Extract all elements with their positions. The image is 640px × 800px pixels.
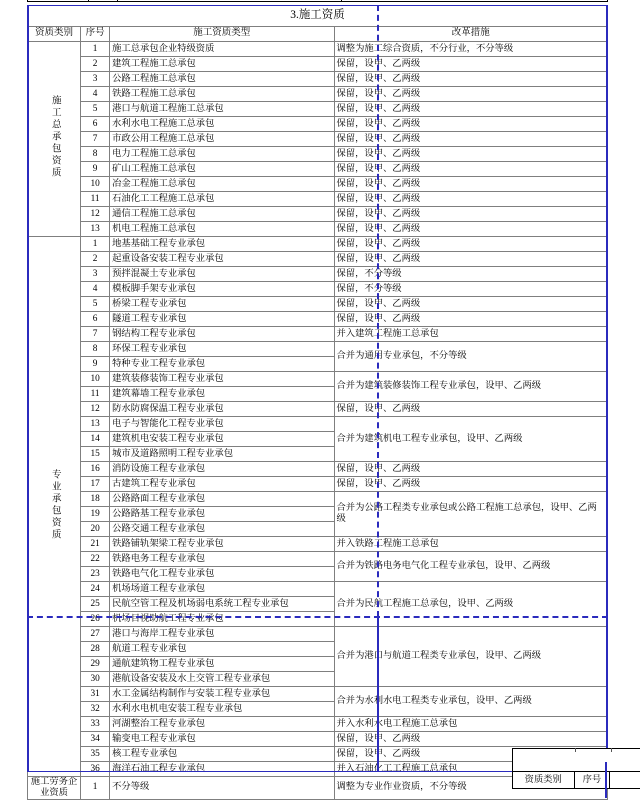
qualification-type: 公路路面工程专业承包	[110, 492, 334, 507]
qualification-type: 通航建筑物工程专业承包	[110, 657, 334, 672]
qualification-type: 铁路铺轨架梁工程专业承包	[110, 537, 334, 552]
clip-divider-3	[341, 0, 342, 1]
qualification-type: 古建筑工程专业承包	[110, 477, 334, 492]
row-number: 13	[81, 222, 110, 237]
qualification-type: 机电工程施工总承包	[110, 222, 334, 237]
row-number: 23	[81, 567, 110, 582]
clipped-text	[345, 0, 381, 1]
row-number: 26	[81, 612, 110, 627]
reform-measure: 保留，设甲、乙两级	[334, 57, 608, 72]
qualification-type: 公路工程施工总承包	[110, 72, 334, 87]
table-row	[28, 552, 608, 567]
qualification-type: 航道工程专业承包	[110, 642, 334, 657]
table-row	[28, 177, 608, 192]
qualification-type: 起重设备安装工程专业承包	[110, 252, 334, 267]
table-row	[28, 627, 608, 642]
row-number: 28	[81, 642, 110, 657]
reform-measure: 保留，设甲、乙两级	[334, 207, 608, 222]
row-number: 33	[81, 717, 110, 732]
table-body	[28, 6, 608, 800]
row-number: 11	[81, 192, 110, 207]
row-number: 8	[81, 147, 110, 162]
reform-measure: 并入石油化工工程施工总承包	[334, 762, 608, 777]
reform-measure: 并入建筑工程施工总承包	[334, 327, 608, 342]
table-row	[28, 492, 608, 507]
qualification-type: 公路路基工程专业承包	[110, 507, 334, 522]
qualification-type: 隧道工程专业承包	[110, 312, 334, 327]
reform-measure: 合并为港口与航道工程类专业承包，设甲、乙两级	[334, 627, 608, 687]
table-row	[28, 312, 608, 327]
qualification-type: 河湖整治工程专业承包	[110, 717, 334, 732]
row-number: 1	[81, 237, 110, 252]
row-number: 17	[81, 477, 110, 492]
reform-measure: 保留，设甲、乙两级	[334, 162, 608, 177]
qualification-type: 通信工程施工总承包	[110, 207, 334, 222]
row-number: 21	[81, 537, 110, 552]
row-number: 25	[81, 597, 110, 612]
reform-measure: 保留，设甲、乙两级	[334, 72, 608, 87]
row-number: 15	[81, 447, 110, 462]
reform-measure: 保留，设甲、乙两级	[334, 102, 608, 117]
qualification-type: 机场场道工程专业承包	[110, 582, 334, 597]
qualification-type: 模板脚手架专业承包	[110, 282, 334, 297]
qualification-type: 地基基础工程专业承包	[110, 237, 334, 252]
row-number: 29	[81, 657, 110, 672]
table-row	[28, 372, 608, 387]
category-label-text: 施工总承包资质	[49, 95, 60, 180]
reform-measure: 保留，设甲、乙两级	[334, 477, 608, 492]
row-number: 22	[81, 552, 110, 567]
table-row	[28, 147, 608, 162]
table-row	[28, 732, 608, 747]
row-number: 18	[81, 492, 110, 507]
row-number: 27	[81, 627, 110, 642]
row-number: 10	[81, 177, 110, 192]
reform-measure: 保留，设甲、乙两级	[334, 312, 608, 327]
table-row	[28, 687, 608, 702]
table-row	[28, 237, 608, 252]
floating-header-number: 序号	[575, 772, 611, 788]
row-number: 2	[81, 57, 110, 72]
table-row	[28, 207, 608, 222]
table-row	[28, 42, 608, 57]
table-row	[28, 87, 608, 102]
reform-measure: 保留，设甲、乙两级	[334, 177, 608, 192]
category-label: 施工劳务企业资质	[28, 777, 81, 800]
row-number: 1	[81, 777, 110, 800]
table-row	[28, 282, 608, 297]
column-header-measure: 改革措施	[334, 27, 608, 42]
row-number: 12	[81, 207, 110, 222]
row-number: 32	[81, 702, 110, 717]
qualification-type: 港航设备安装及水上交管工程专业承包	[110, 672, 334, 687]
row-number: 14	[81, 432, 110, 447]
table-row	[28, 72, 608, 87]
clipped-table-above	[27, 0, 608, 2]
qualification-type: 桥梁工程专业承包	[110, 297, 334, 312]
floating-mini-table	[512, 748, 640, 789]
reform-measure: 合并为建筑装修装饰工程专业承包，设甲、乙两级	[334, 372, 608, 402]
qualification-type: 钢结构工程专业承包	[110, 327, 334, 342]
table-row	[28, 117, 608, 132]
qualification-type: 防水防腐保温工程专业承包	[110, 402, 334, 417]
row-number: 34	[81, 732, 110, 747]
reform-measure: 保留，设甲、乙两级	[334, 732, 608, 747]
table-row	[28, 267, 608, 282]
reform-measure: 保留，设甲、乙两级	[334, 117, 608, 132]
table-row	[28, 252, 608, 267]
reform-measure: 合并为水利水电工程类专业承包，设甲、乙两级	[334, 687, 608, 717]
qualification-type: 水利水电工程施工总承包	[110, 117, 334, 132]
row-number: 7	[81, 132, 110, 147]
category-label-vertical	[28, 42, 81, 237]
table-row	[28, 327, 608, 342]
qualification-type: 建筑工程施工总承包	[110, 57, 334, 72]
reform-measure: 保留，设甲、乙两级	[334, 297, 608, 312]
qualification-type: 电子与智能化工程专业承包	[110, 417, 334, 432]
qualification-type: 港口与海岸工程专业承包	[110, 627, 334, 642]
reform-measure: 合并为铁路电务电气化工程专业承包，设甲、乙两级	[334, 552, 608, 582]
row-number: 5	[81, 102, 110, 117]
reform-measure: 调整为专业作业资质，不分等级	[334, 777, 608, 800]
row-number: 3	[81, 267, 110, 282]
reform-measure: 合并为民航工程施工总承包，设甲、乙两级	[334, 582, 608, 627]
qualification-type: 海洋石油工程专业承包	[110, 762, 334, 777]
qualification-type: 特种专业工程专业承包	[110, 357, 334, 372]
reform-measure: 保留，设甲、乙两级	[334, 132, 608, 147]
row-number: 9	[81, 162, 110, 177]
qualification-type: 市政公用工程施工总承包	[110, 132, 334, 147]
tick-mark-1	[575, 748, 576, 752]
table-row	[28, 132, 608, 147]
qualification-type: 输变电工程专业承包	[110, 732, 334, 747]
qualification-type: 冶金工程施工总承包	[110, 177, 334, 192]
table-row	[28, 342, 608, 357]
table-row	[28, 402, 608, 417]
construction-qualification-table	[27, 5, 608, 800]
floating-header-third	[610, 772, 640, 788]
clip-divider-2	[117, 0, 118, 1]
qualification-type: 港口与航道工程施工总承包	[110, 102, 334, 117]
reform-measure: 保留，不分等级	[334, 282, 608, 297]
row-number: 11	[81, 387, 110, 402]
table-row	[28, 582, 608, 597]
floating-header-category: 资质类别	[513, 772, 575, 788]
qualification-type: 环保工程专业承包	[110, 342, 334, 357]
floating-table-header-row	[513, 772, 640, 788]
table-row	[28, 102, 608, 117]
reform-measure: 保留，设甲、乙两级	[334, 462, 608, 477]
qualification-type: 铁路电气化工程专业承包	[110, 567, 334, 582]
row-number: 6	[81, 312, 110, 327]
reform-measure: 保留，设甲、乙两级	[334, 87, 608, 102]
qualification-type: 核工程专业承包	[110, 747, 334, 762]
qualification-type: 机场目视助航工程专业承包	[110, 612, 334, 627]
floating-table-blank-band	[513, 749, 640, 772]
row-number: 20	[81, 522, 110, 537]
row-number: 36	[81, 762, 110, 777]
section-title: 3.施工资质	[28, 6, 608, 27]
row-number: 9	[81, 357, 110, 372]
reform-measure: 保留，设甲、乙两级	[334, 237, 608, 252]
table-row	[28, 192, 608, 207]
reform-measure: 合并为建筑机电工程专业承包，设甲、乙两级	[334, 417, 608, 462]
qualification-type: 铁路工程施工总承包	[110, 87, 334, 102]
table-row	[28, 477, 608, 492]
row-number: 1	[81, 42, 110, 57]
qualification-type: 消防设施工程专业承包	[110, 462, 334, 477]
qualification-type: 公路交通工程专业承包	[110, 522, 334, 537]
qualification-type: 铁路电务工程专业承包	[110, 552, 334, 567]
column-header-category: 资质类别	[28, 27, 81, 42]
reform-measure: 并入水利水电工程施工总承包	[334, 717, 608, 732]
qualification-type: 电力工程施工总承包	[110, 147, 334, 162]
row-number: 19	[81, 507, 110, 522]
reform-measure: 合并为通用专业承包，不分等级	[334, 342, 608, 372]
row-number: 10	[81, 372, 110, 387]
qualification-type: 矿山工程施工总承包	[110, 162, 334, 177]
table-header-row	[28, 27, 608, 42]
section-title-row	[28, 6, 608, 27]
row-number: 2	[81, 252, 110, 267]
qualification-type: 预拌混凝土专业承包	[110, 267, 334, 282]
qualification-type: 施工总承包企业特级资质	[110, 42, 334, 57]
qualification-type: 建筑机电安装工程专业承包	[110, 432, 334, 447]
row-number: 30	[81, 672, 110, 687]
row-number: 4	[81, 87, 110, 102]
category-label-vertical	[28, 237, 81, 777]
table-row	[28, 162, 608, 177]
reform-measure: 保留，设甲、乙两级	[334, 147, 608, 162]
reform-measure: 合并为公路工程类专业承包或公路工程施工总承包，设甲、乙两级	[334, 492, 608, 537]
qualification-type: 不分等级	[110, 777, 334, 800]
qualification-type: 建筑幕墙工程专业承包	[110, 387, 334, 402]
clip-divider-1	[88, 0, 89, 1]
reform-measure: 保留，设甲、乙两级	[334, 222, 608, 237]
qualification-type: 水工金属结构制作与安装工程专业承包	[110, 687, 334, 702]
row-number: 8	[81, 342, 110, 357]
row-number: 12	[81, 402, 110, 417]
qualification-type: 城市及道路照明工程专业承包	[110, 447, 334, 462]
column-header-type: 施工资质类型	[110, 27, 334, 42]
table-row	[28, 417, 608, 432]
tick-mark-2	[611, 748, 612, 752]
reform-measure: 并入铁路工程施工总承包	[334, 537, 608, 552]
category-label-text: 专业承包资质	[49, 468, 60, 541]
reform-measure: 调整为施工综合资质，不分行业，不分等级	[334, 42, 608, 57]
row-number: 3	[81, 72, 110, 87]
reform-measure: 保留，设甲、乙两级	[334, 402, 608, 417]
table-row	[28, 57, 608, 72]
qualification-type: 民航空管工程及机场弱电系统工程专业承包	[110, 597, 334, 612]
row-number: 35	[81, 747, 110, 762]
reform-measure: 保留，设甲、乙两级	[334, 252, 608, 267]
row-number: 31	[81, 687, 110, 702]
row-number: 13	[81, 417, 110, 432]
table-row	[28, 222, 608, 237]
column-header-number: 序号	[81, 27, 110, 42]
row-number: 16	[81, 462, 110, 477]
qualification-type: 石油化工工程施工总承包	[110, 192, 334, 207]
table-row	[28, 462, 608, 477]
row-number: 24	[81, 582, 110, 597]
reform-measure: 保留，设甲、乙两级	[334, 747, 608, 762]
qualification-type: 水利水电机电安装工程专业承包	[110, 702, 334, 717]
row-number: 6	[81, 117, 110, 132]
table-row	[28, 717, 608, 732]
row-number: 5	[81, 297, 110, 312]
row-number: 7	[81, 327, 110, 342]
floating-table-blue-edge	[605, 762, 607, 798]
reform-measure: 保留，设甲、乙两级	[334, 192, 608, 207]
table-row	[28, 297, 608, 312]
row-number: 4	[81, 282, 110, 297]
qualification-type: 建筑装修装饰工程专业承包	[110, 372, 334, 387]
reform-measure: 保留，不分等级	[334, 267, 608, 282]
table-row	[28, 537, 608, 552]
